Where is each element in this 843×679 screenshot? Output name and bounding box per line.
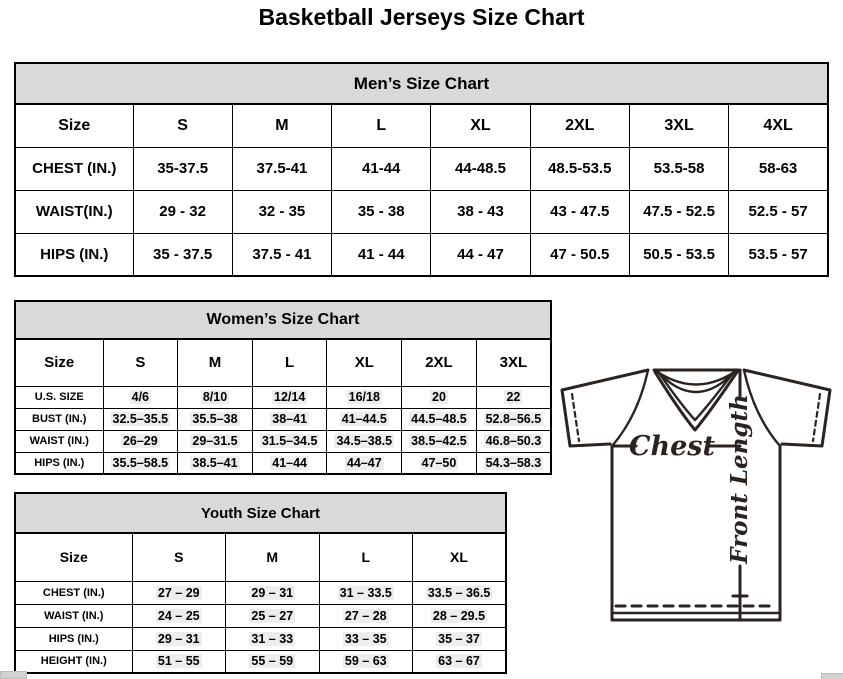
cell: 44 - 47	[431, 233, 530, 276]
youth-chart-title-row	[15, 493, 506, 533]
youth-column-header-row	[15, 533, 506, 581]
womens-col-2xl: 2XL	[402, 339, 477, 386]
mens-column-header-row	[15, 104, 828, 147]
cell: 44-48.5	[431, 147, 530, 190]
cell-value: 54.3–58.3	[485, 455, 542, 470]
mens-waist-row	[15, 190, 828, 233]
cell	[413, 650, 507, 673]
cell	[402, 430, 477, 452]
cell-value: 26–29	[122, 434, 158, 448]
womens-col-s: S	[103, 339, 178, 386]
cell: 53.5-58	[629, 147, 728, 190]
cell-value: 44.5–48.5	[411, 412, 467, 426]
womens-col-3xl: 3XL	[476, 339, 551, 386]
mens-chart-title: Men’s Size Chart	[15, 63, 828, 104]
chest-label: Chest	[629, 431, 715, 462]
youth-col-xl: XL	[413, 533, 507, 581]
cell	[252, 430, 327, 452]
cell	[226, 627, 320, 650]
cell	[132, 627, 226, 650]
cell-value: 31 – 33.5	[339, 585, 392, 600]
row-label: BUST (IN.)	[15, 408, 103, 430]
cell-value: 12/14	[274, 390, 306, 404]
cell	[252, 386, 327, 408]
cell: 41-44	[332, 147, 431, 190]
cell	[226, 581, 320, 604]
cell	[103, 452, 178, 474]
cell	[476, 452, 551, 474]
youth-size-chart-table	[14, 492, 507, 674]
cell-value: 16/18	[348, 390, 380, 404]
womens-bust-row	[15, 408, 551, 430]
youth-hips-row	[15, 627, 506, 650]
cell-value: 38.5–41	[192, 455, 238, 470]
right-cuff-dashed-line	[813, 394, 820, 441]
cell	[413, 604, 507, 627]
cell-value: 29–31.5	[192, 434, 238, 448]
womens-waist-row	[15, 430, 551, 452]
cell	[319, 627, 413, 650]
womens-size-chart-table	[14, 300, 552, 475]
cell	[103, 386, 178, 408]
cell	[327, 430, 402, 452]
cell	[178, 386, 253, 408]
womens-col-l: L	[252, 339, 327, 386]
mens-col-xl: XL	[431, 104, 530, 147]
cell	[103, 430, 178, 452]
page-title: Basketball Jerseys Size Chart	[258, 4, 585, 30]
cell	[413, 581, 507, 604]
cell	[319, 604, 413, 627]
cell-value: 28 – 29.5	[432, 608, 486, 623]
cell-value: 52.8–56.5	[485, 412, 542, 426]
mens-col-4xl: 4XL	[729, 104, 828, 147]
row-label: WAIST (IN.)	[15, 430, 103, 452]
mens-hips-row	[15, 233, 828, 276]
womens-column-header-row	[15, 339, 551, 386]
mens-chest-row	[15, 147, 828, 190]
cell-value: 31 – 33	[251, 631, 294, 646]
cell	[132, 650, 226, 673]
mens-col-l: L	[332, 104, 431, 147]
cell-value: 41–44	[272, 455, 308, 470]
row-label: HIPS (IN.)	[15, 627, 132, 650]
cell-value: 38–41	[272, 412, 308, 426]
cell	[319, 650, 413, 673]
jersey-measurement-diagram	[558, 364, 838, 630]
cell: 47 - 50.5	[530, 233, 629, 276]
womens-col-size: Size	[15, 339, 103, 386]
cell	[226, 650, 320, 673]
youth-waist-row	[15, 604, 506, 627]
cell-value: 35 – 37	[438, 631, 480, 646]
cell: 38 - 43	[431, 190, 530, 233]
cell-value: 59 – 63	[344, 654, 387, 669]
womens-col-xl: XL	[327, 339, 402, 386]
cell	[132, 604, 226, 627]
cell-value: 46.8–50.3	[485, 434, 542, 448]
cell: 47.5 - 52.5	[629, 190, 728, 233]
cell-value: 8/10	[202, 390, 228, 404]
cell: 41 - 44	[332, 233, 431, 276]
youth-col-l: L	[319, 533, 413, 581]
cell-value: 55 – 59	[251, 654, 294, 669]
cell: 37.5 - 41	[232, 233, 331, 276]
cell	[327, 386, 402, 408]
cell: 53.5 - 57	[729, 233, 828, 276]
cell-value: 29 – 31	[157, 631, 200, 646]
cell-value: 51 – 55	[157, 654, 200, 669]
cell-value: 20	[432, 390, 446, 404]
cell	[178, 430, 253, 452]
row-label: HIPS (IN.)	[15, 452, 103, 474]
row-label: U.S. SIZE	[15, 386, 103, 408]
cell: 43 - 47.5	[530, 190, 629, 233]
mens-col-2xl: 2XL	[530, 104, 629, 147]
cell-value: 4/6	[131, 390, 150, 404]
mens-col-size: Size	[15, 104, 133, 147]
cell-value: 38.5–42.5	[411, 434, 467, 448]
cell	[402, 452, 477, 474]
row-label: CHEST (IN.)	[15, 581, 132, 604]
mens-chart-title-row	[15, 63, 828, 104]
cell-value: 32.5–35.5	[112, 412, 169, 426]
cell	[402, 386, 477, 408]
cell: 37.5-41	[232, 147, 331, 190]
cell-value: 33.5 – 36.5	[427, 585, 491, 600]
front-length-label: Front Length	[726, 394, 753, 564]
mens-col-3xl: 3XL	[629, 104, 728, 147]
cell-value: 41–44.5	[341, 412, 387, 426]
cell	[319, 581, 413, 604]
cell-value: 35.5–58.5	[112, 455, 169, 470]
cell-value: 63 – 67	[438, 654, 480, 669]
cell	[178, 452, 253, 474]
youth-chest-row	[15, 581, 506, 604]
cell	[476, 408, 551, 430]
womens-col-m: M	[178, 339, 253, 386]
cell-value: 47–50	[421, 455, 457, 470]
cell	[226, 604, 320, 627]
row-label: CHEST (IN.)	[15, 147, 133, 190]
youth-height-row	[15, 650, 506, 673]
youth-col-size: Size	[15, 533, 132, 581]
jersey-body-outline	[612, 446, 780, 620]
cell-value: 35.5–38	[192, 412, 238, 426]
left-cuff-dashed-line	[572, 394, 579, 441]
cell: 35 - 37.5	[133, 233, 232, 276]
cell-value: 25 – 27	[251, 608, 294, 623]
cell-value: 24 – 25	[157, 608, 200, 623]
cell	[103, 408, 178, 430]
cell: 29 - 32	[133, 190, 232, 233]
cell	[476, 430, 551, 452]
row-label: WAIST (IN.)	[15, 604, 132, 627]
cell: 35 - 38	[332, 190, 431, 233]
cell	[327, 452, 402, 474]
scrollbar-fragment-right[interactable]	[821, 673, 843, 679]
row-label: HEIGHT (IN.)	[15, 650, 132, 673]
cell-value: 31.5–34.5	[261, 434, 318, 448]
cell	[413, 627, 507, 650]
cell-value: 34.5–38.5	[336, 434, 393, 448]
cell	[476, 386, 551, 408]
cell-value: 27 – 28	[344, 608, 387, 623]
youth-chart-title: Youth Size Chart	[15, 493, 506, 533]
cell	[252, 452, 327, 474]
cell: 35-37.5	[133, 147, 232, 190]
womens-chart-title-row	[15, 301, 551, 339]
row-label: WAIST(IN.)	[15, 190, 133, 233]
cell	[252, 408, 327, 430]
cell-value: 29 – 31	[251, 585, 294, 600]
cell-value: 33 – 35	[344, 631, 387, 646]
cell: 48.5-53.5	[530, 147, 629, 190]
womens-hips-row	[15, 452, 551, 474]
womens-us-size-row	[15, 386, 551, 408]
mens-col-m: M	[232, 104, 331, 147]
cell	[402, 408, 477, 430]
youth-col-m: M	[226, 533, 320, 581]
cell	[327, 408, 402, 430]
row-label: HIPS (IN.)	[15, 233, 133, 276]
cell-value: 44–47	[346, 455, 382, 470]
cell: 52.5 - 57	[729, 190, 828, 233]
scrollbar-fragment-left[interactable]	[0, 671, 27, 679]
cell	[178, 408, 253, 430]
cell	[132, 581, 226, 604]
cell-value: 27 – 29	[157, 585, 200, 600]
cell: 58-63	[729, 147, 828, 190]
mens-size-chart-table	[14, 62, 829, 277]
cell: 50.5 - 53.5	[629, 233, 728, 276]
mens-col-s: S	[133, 104, 232, 147]
womens-chart-title: Women’s Size Chart	[15, 301, 551, 339]
cell: 32 - 35	[232, 190, 331, 233]
cell-value: 22	[506, 390, 521, 404]
youth-col-s: S	[132, 533, 226, 581]
